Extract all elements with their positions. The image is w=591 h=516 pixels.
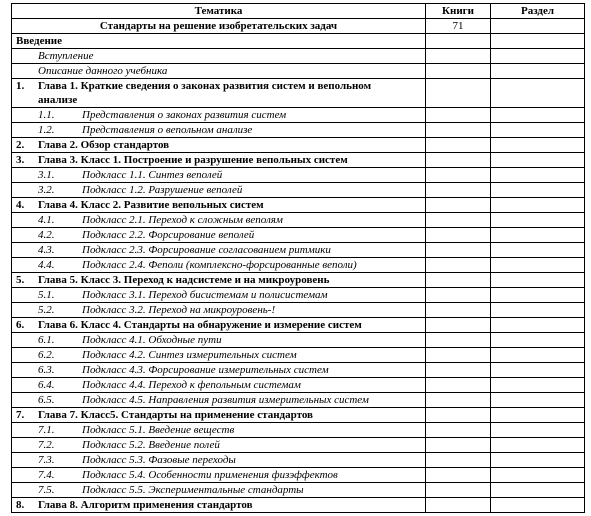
item-number: 3.1. [38,169,55,181]
books-cell [426,243,491,258]
subsection-title [12,453,426,468]
subsection-row [12,108,585,123]
subsection-row [12,363,585,378]
section-cell [491,483,585,498]
item-text: Подкласс 2.2. Форсирование веполей [82,229,255,241]
section-cell [491,153,585,168]
item-number: 6.5. [38,394,55,406]
subsection-title [12,423,426,438]
chapter-title [12,138,426,153]
section-cell [491,243,585,258]
item-text: Подкласс 2.1. Переход к сложным веполям [82,214,283,226]
section-cell [491,423,585,438]
item-text: Подкласс 4.5. Направления развития измерительных систем [82,394,369,406]
item-number: 6. [16,319,25,331]
subsection-row [12,378,585,393]
item-text: Глава 6. Класс 4. Стандарты на обнаружение и измерение систем [38,319,362,331]
section-cell [491,183,585,198]
table-header-row [12,4,585,19]
subsection-row [12,453,585,468]
intro-item-books [426,49,491,64]
item-text: Подкласс 5.3. Фазовые переходы [82,454,236,466]
intro-section [491,34,585,49]
books-cell [426,363,491,378]
item-text: Подкласс 4.3. Форсирование измерительных систем [82,364,329,376]
subsection-row [12,258,585,273]
item-text: Подкласс 1.2. Разрушение веполей [82,184,243,196]
item-text: Представления о вепольном анализе [82,124,253,136]
title-topic: Стандарты на решение изобретательских задач [12,19,426,34]
item-text: Подкласс 4.2. Синтез измерительных систем [82,349,297,361]
section-cell [491,79,585,108]
item-text: Подкласс 5.1. Введение веществ [82,424,235,436]
books-cell [426,198,491,213]
subsection-row [12,123,585,138]
books-cell [426,213,491,228]
books-cell [426,123,491,138]
subsection-title [12,363,426,378]
section-cell [491,273,585,288]
books-cell [426,483,491,498]
item-number: 4.2. [38,229,55,241]
subsection-title [12,303,426,318]
item-number: 5.1. [38,289,55,301]
subsection-title [12,243,426,258]
books-cell [426,168,491,183]
intro-books [426,34,491,49]
chapter-title [12,498,426,513]
books-cell [426,288,491,303]
item-text: Подкласс 2.4. Феполи (комплексно-форсированные веполи) [82,259,357,271]
chapter-title [12,318,426,333]
chapter-row [12,198,585,213]
intro-item: Описание данного учебника [12,64,426,79]
subsection-title [12,378,426,393]
item-number: 6.4. [38,379,55,391]
section-cell [491,468,585,483]
subsection-row [12,228,585,243]
intro-label: Введение [12,34,426,49]
item-number: 6.1. [38,334,55,346]
subsection-row [12,468,585,483]
subsection-title [12,393,426,408]
chapter-row [12,138,585,153]
books-cell [426,408,491,423]
title-section [491,19,585,34]
section-cell [491,363,585,378]
subsection-row [12,333,585,348]
books-cell [426,318,491,333]
subsection-row [12,243,585,258]
item-text-continuation: анализе [38,94,78,106]
intro-row [12,34,585,49]
subsection-row [12,213,585,228]
item-number: 5. [16,274,25,286]
title-row [12,19,585,34]
chapter-row [12,79,585,108]
contents-table [11,3,585,513]
header-topic: Тематика [12,4,426,19]
item-number: 8. [16,499,25,511]
section-cell [491,438,585,453]
section-cell [491,408,585,423]
books-cell [426,183,491,198]
subsection-row [12,423,585,438]
subsection-title [12,183,426,198]
subsection-row [12,183,585,198]
item-text: Подкласс 4.4. Переход к фепольным системам [82,379,301,391]
item-number: 4. [16,199,25,211]
item-text: Глава 1. Краткие сведения о законах развития систем и вепольном [38,80,372,92]
item-text: Подкласс 5.5. Экспериментальные стандарты [82,484,304,496]
section-cell [491,393,585,408]
books-cell [426,273,491,288]
item-number: 4.4. [38,259,55,271]
item-number: 5.2. [38,304,55,316]
subsection-row [12,288,585,303]
section-cell [491,288,585,303]
section-cell [491,198,585,213]
subsection-title [12,123,426,138]
chapter-row [12,498,585,513]
item-number: 4.3. [38,244,55,256]
books-cell [426,258,491,273]
header-books: Книги [426,4,491,19]
subsection-title [12,483,426,498]
title-books: 71 [426,19,491,34]
item-number: 3.2. [38,184,55,196]
chapter-title [12,198,426,213]
item-text: Глава 8. Алгоритм применения стандартов [38,499,253,511]
section-cell [491,348,585,363]
intro-item: Вступление [12,49,426,64]
subsection-title [12,348,426,363]
item-text: Глава 7. Класс5. Стандарты на применение стандартов [38,409,313,421]
chapter-row [12,153,585,168]
item-number: 7.3. [38,454,55,466]
item-text: Глава 3. Класс 1. Построение и разрушение вепольных систем [38,154,348,166]
section-cell [491,303,585,318]
subsection-row [12,393,585,408]
section-cell [491,453,585,468]
section-cell [491,228,585,243]
subsection-title [12,228,426,243]
intro-item-section [491,49,585,64]
section-cell [491,498,585,513]
item-text: Глава 5. Класс 3. Переход к надсистеме и на микроуровень [38,274,330,286]
chapter-title [12,408,426,423]
chapter-row [12,318,585,333]
intro-item-books [426,64,491,79]
item-number: 3. [16,154,25,166]
books-cell [426,393,491,408]
section-cell [491,108,585,123]
item-text: Подкласс 3.1. Переход бисистемам и полисистемам [82,289,328,301]
books-cell [426,79,491,108]
subsection-title [12,288,426,303]
intro-item-section [491,64,585,79]
section-cell [491,123,585,138]
subsection-title [12,168,426,183]
books-cell [426,453,491,468]
books-cell [426,303,491,318]
item-number: 1. [16,80,25,92]
books-cell [426,423,491,438]
subsection-title [12,333,426,348]
header-section: Раздел [491,4,585,19]
chapter-title [12,273,426,288]
books-cell [426,228,491,243]
subsection-title [12,258,426,273]
item-number: 1.1. [38,109,55,121]
subsection-title [12,438,426,453]
section-cell [491,258,585,273]
books-cell [426,378,491,393]
item-number: 7.5. [38,484,55,496]
item-number: 6.2. [38,349,55,361]
item-text: Представления о законах развития систем [82,109,287,121]
section-cell [491,213,585,228]
item-text: Подкласс 1.1. Синтез веполей [82,169,223,181]
subsection-title [12,108,426,123]
item-text: Подкласс 2.3. Форсирование согласованием ритмики [82,244,331,256]
section-cell [491,378,585,393]
section-cell [491,168,585,183]
item-text: Подкласс 4.1. Обходные пути [82,334,222,346]
section-cell [491,333,585,348]
section-cell [491,318,585,333]
books-cell [426,333,491,348]
books-cell [426,138,491,153]
chapter-row [12,408,585,423]
subsection-title [12,468,426,483]
document-page [11,3,584,513]
section-cell [491,138,585,153]
subsection-row [12,348,585,363]
intro-item-row [12,49,585,64]
subsection-row [12,438,585,453]
books-cell [426,438,491,453]
books-cell [426,108,491,123]
item-number: 7.4. [38,469,55,481]
item-number: 7.2. [38,439,55,451]
item-text: Подкласс 3.2. Переход на микроуровень-! [82,304,276,316]
chapter-title [12,153,426,168]
item-text: Подкласс 5.4. Особенности применения физэффектов [82,469,338,481]
books-cell [426,468,491,483]
item-number: 4.1. [38,214,55,226]
item-number: 1.2. [38,124,55,136]
subsection-row [12,483,585,498]
chapter-row [12,273,585,288]
item-number: 2. [16,139,25,151]
books-cell [426,348,491,363]
subsection-title [12,213,426,228]
subsection-row [12,168,585,183]
item-text: Глава 4. Класс 2. Развитие вепольных систем [38,199,264,211]
item-number: 7.1. [38,424,55,436]
item-text: Глава 2. Обзор стандартов [38,139,170,151]
item-number: 6.3. [38,364,55,376]
intro-item-row [12,64,585,79]
books-cell [426,153,491,168]
subsection-row [12,303,585,318]
item-text: Подкласс 5.2. Введение полей [82,439,220,451]
books-cell [426,498,491,513]
item-number: 7. [16,409,25,421]
chapter-title [12,79,426,108]
